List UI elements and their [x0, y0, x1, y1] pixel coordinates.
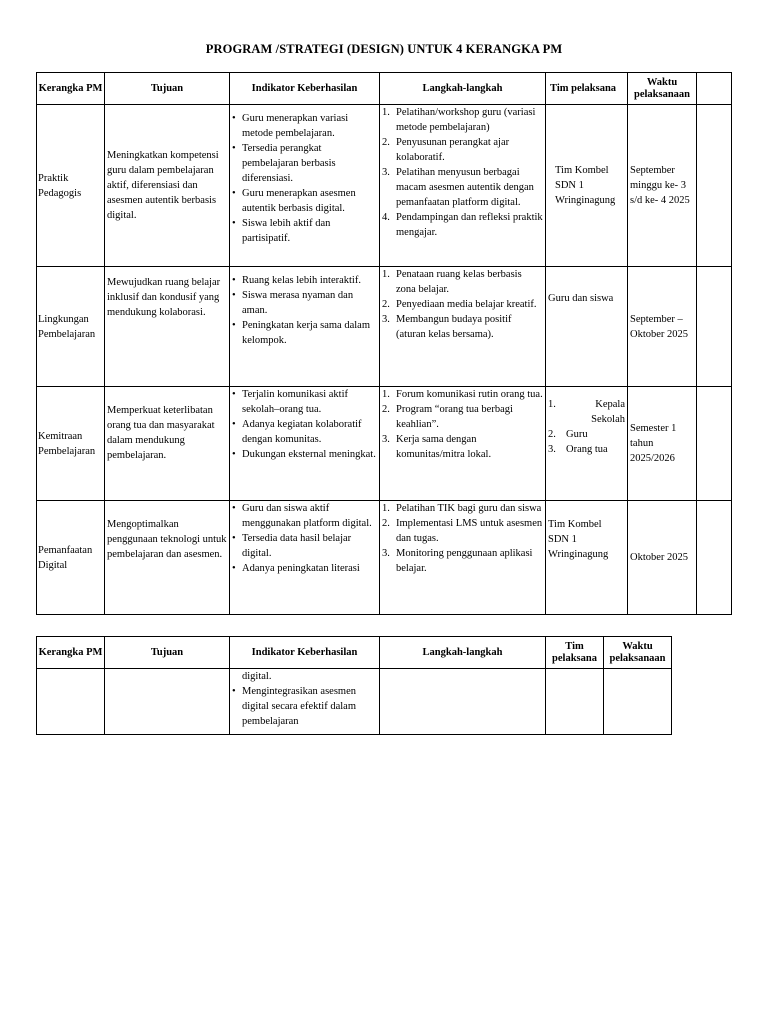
list-item: 1. Pelatihan TIK bagi guru dan siswa: [382, 503, 542, 514]
header-extra: [697, 73, 732, 105]
header-tujuan: Tujuan: [105, 73, 230, 105]
extra-cell: [697, 105, 732, 267]
indikator-cell: [230, 501, 380, 615]
list-item: • Dukungan eksternal meningkat.: [232, 447, 377, 462]
list-item: 1. Pelatihan/workshop guru (variasi metode pembelajaran): [382, 107, 536, 133]
tim-item: 1. Kepala Sekolah: [548, 399, 625, 425]
list-item: • Mengintegrasikan asesmen digital secara efektif dalam pembelajaran: [232, 684, 377, 729]
langkah-list: [382, 267, 543, 342]
tim-cell: [546, 387, 628, 501]
list-item: • Tersedia data hasil belajar digital.: [232, 531, 377, 561]
header-kerangka: Kerangka PM: [37, 73, 105, 105]
table-header-row: [37, 73, 732, 105]
tim-cell: Tim Kombel SDN 1 Wringinagung: [546, 501, 628, 615]
header-waktu: Waktu pelaksanaan: [628, 73, 697, 105]
list-item: • Peningkatan kerja sama dalam kelompok.: [232, 318, 377, 348]
indikator-list: [232, 684, 377, 729]
indikator-cell: [230, 105, 380, 267]
indikator-list: [232, 111, 377, 246]
indikator-cell: [230, 669, 380, 735]
tim-item: 2. Guru: [548, 429, 588, 440]
tujuan-cell: [105, 669, 230, 735]
kerangka-cell: Lingkungan Pembelajaran: [37, 267, 105, 387]
list-item: • Tersedia perangkat pembelajaran berbasis diferensiasi.: [232, 141, 377, 186]
header-indikator: Indikator Keberhasilan: [230, 637, 380, 669]
kerangka-cell: [37, 669, 105, 735]
waktu-cell: September minggu ke- 3 s/d ke- 4 2025: [628, 105, 697, 267]
strategy-table: [36, 72, 732, 615]
list-item: 2. Penyusunan perangkat ajar kolaboratif.: [382, 137, 510, 163]
langkah-cell: [380, 267, 546, 387]
table-row: [37, 105, 732, 267]
header-kerangka: Kerangka PM: [37, 637, 105, 669]
indikator-continuation-text: digital.: [242, 671, 272, 682]
list-item: • Terjalin komunikasi aktif sekolah–orang tua.: [232, 387, 377, 417]
tim-cell: Tim Kombel SDN 1 Wringinagung: [546, 105, 628, 267]
list-item: • Guru menerapkan variasi metode pembelajaran.: [232, 111, 377, 141]
langkah-list: [382, 387, 543, 462]
list-item: • Siswa lebih aktif dan partisipatif.: [232, 216, 377, 246]
list-item: • Guru dan siswa aktif menggunakan platform digital.: [232, 501, 377, 531]
tim-cell: [546, 669, 604, 735]
list-item: 2. Program “orang tua berbagi keahlian”.: [382, 404, 513, 430]
header-indikator: Indikator Keberhasilan: [230, 73, 380, 105]
kerangka-cell: Praktik Pedagogis: [37, 105, 105, 267]
list-item: • Siswa merasa nyaman dan aman.: [232, 288, 377, 318]
list-item: • Ruang kelas lebih interaktif.: [232, 273, 377, 288]
list-item: 2. Penyediaan media belajar kreatif.: [382, 299, 537, 310]
list-item: 4. Pendampingan dan refleksi praktik mengajar.: [382, 212, 543, 238]
header-langkah: Langkah-langkah: [380, 637, 546, 669]
indikator-list: [232, 387, 377, 462]
table-row: [37, 387, 732, 501]
extra-cell: [697, 267, 732, 387]
tujuan-cell: Meningkatkan kompetensi guru dalam pembelajaran aktif, diferensiasi dan asesmen autentik berbasis digital.: [105, 105, 230, 267]
strategy-table-continuation: [36, 636, 672, 735]
langkah-cell: [380, 669, 546, 735]
header-tujuan: Tujuan: [105, 637, 230, 669]
langkah-cell: [380, 501, 546, 615]
list-item: 3. Pelatihan menyusun berbagai macam asesmen autentik dengan pemanfaatan platform digital.: [382, 167, 534, 208]
list-item: 1. Forum komunikasi rutin orang tua.: [382, 389, 543, 400]
list-item: • Adanya kegiatan kolaboratif dengan komunitas.: [232, 417, 377, 447]
indikator-cell: [230, 387, 380, 501]
langkah-list: [382, 105, 543, 240]
waktu-cell: Semester 1 tahun 2025/2026: [628, 387, 697, 501]
table-row: [37, 267, 732, 387]
table-row: [37, 669, 672, 735]
header-waktu: Waktu pelaksanaan: [604, 637, 672, 669]
indikator-list: [232, 501, 377, 576]
tim-cell: Guru dan siswa: [546, 267, 628, 387]
kerangka-cell: Kemitraan Pembelajaran: [37, 387, 105, 501]
header-tim: Tim pelaksana: [546, 637, 604, 669]
tujuan-cell: Memperkuat keterlibatan orang tua dan masyarakat dalam mendukung pembelajaran.: [105, 387, 230, 501]
kerangka-cell: Pemanfaatan Digital: [37, 501, 105, 615]
indikator-list: [232, 273, 377, 348]
waktu-cell: Oktober 2025: [628, 501, 697, 615]
langkah-cell: [380, 105, 546, 267]
waktu-cell: [604, 669, 672, 735]
list-item: 1. Penataan ruang kelas berbasis zona belajar.: [382, 269, 522, 295]
list-item: 3. Membangun budaya positif (aturan kelas bersama).: [382, 314, 512, 340]
extra-cell: [697, 501, 732, 615]
tujuan-cell: Mengoptimalkan penggunaan teknologi untuk pembelajaran dan asesmen.: [105, 501, 230, 615]
langkah-list: [382, 501, 543, 576]
list-item: • Adanya peningkatan literasi: [232, 561, 377, 576]
table-row: [37, 501, 732, 615]
list-item: 3. Kerja sama dengan komunitas/mitra lokal.: [382, 434, 492, 460]
header-langkah: Langkah-langkah: [380, 73, 546, 105]
tim-item: 3. Orang tua: [548, 444, 608, 455]
table-header-row: [37, 637, 672, 669]
indikator-cell: [230, 267, 380, 387]
langkah-cell: [380, 387, 546, 501]
tujuan-cell: Mewujudkan ruang belajar inklusif dan kondusif yang mendukung kolaborasi.: [105, 267, 230, 387]
list-item: • Guru menerapkan asesmen autentik berbasis digital.: [232, 186, 377, 216]
list-item: 3. Monitoring penggunaan aplikasi belajar.: [382, 548, 533, 574]
document-title: PROGRAM /STRATEGI (DESIGN) UNTUK 4 KERANGKA PM: [205, 42, 563, 56]
header-tim: Tim pelaksana: [546, 73, 628, 105]
extra-cell: [697, 387, 732, 501]
list-item: 2. Implementasi LMS untuk asesmen dan tugas.: [382, 518, 543, 544]
waktu-cell: September – Oktober 2025: [628, 267, 697, 387]
